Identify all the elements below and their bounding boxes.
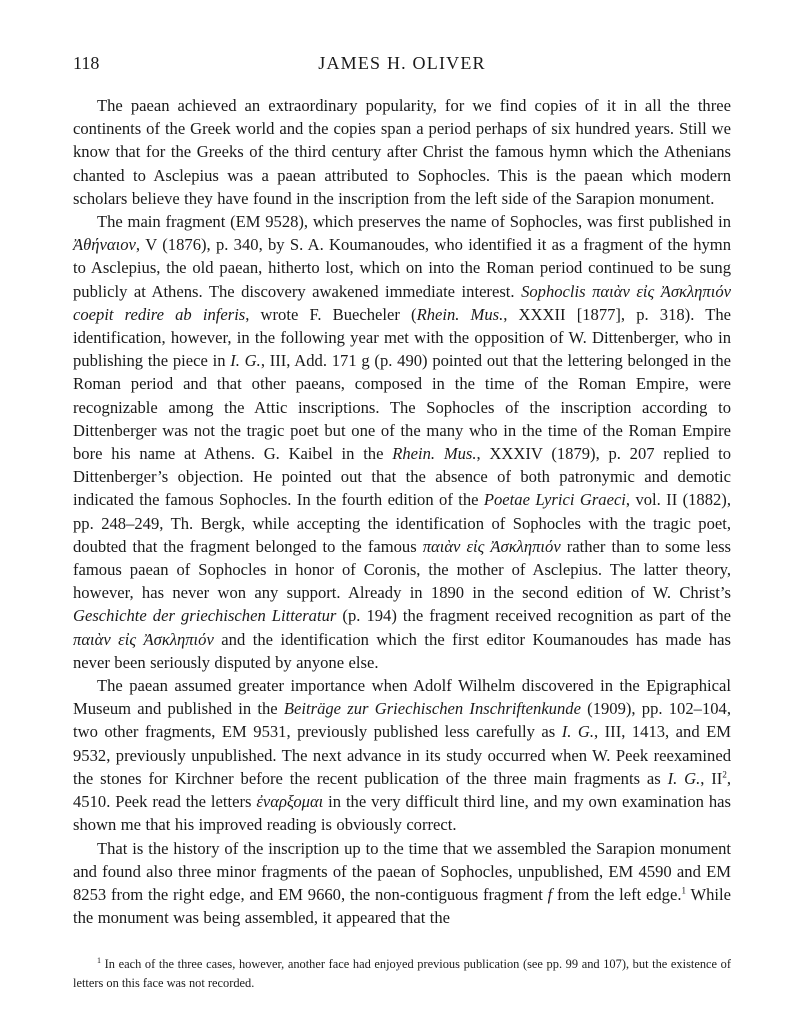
text-run: , XXXII [1877], p. 318). The identification, however, in the following year met with the opposition of W. Dittenberger, who in publishing the piece in — [73, 304, 731, 371]
paragraph — [73, 837, 731, 930]
text-run: (1909), pp. 102–104, two other fragments, EM 9531, previously published less carefully as — [73, 699, 731, 742]
italic-span: Geschichte der griechischen Litteratur — [73, 606, 337, 626]
italic-span: Rhein. Mus. — [392, 444, 477, 464]
italic-span: I. G. — [561, 722, 595, 742]
text-run: That is the history of the inscription up to the time that we assembled the Sarapion monument and found also three minor fragments of the paean of Sophocles, unpublished, EM 4590 and EM 8253 from the right edge, and EM 9660, the non-contiguous fragment — [73, 838, 731, 904]
italic-span: I. G. — [230, 351, 261, 371]
text-run: The paean achieved an extraordinary popularity, for we find copies of it in all the three continents of the Greek world and the copies span a period perhaps of six hundred years. Still we know that for the Greeks of the third century after Christ the famous hymn which the Athenians chanted to Asclepius was a paean attributed to Sophocles. This is the paean which modern scholars believe they have found in the inscription from the left side of the Sarapion monument. — [73, 96, 731, 208]
text-run: The main fragment (EM 9528), which preserves the name of Sophocles, was first published in — [97, 212, 731, 232]
italic-span: Poetae Lyrici Graeci — [483, 490, 626, 510]
footnote — [73, 955, 731, 993]
text-run: , vol. II (1882), pp. 248–249, Th. Bergk, while accepting the identification of Sophocles with the tragic poet, doubted that the fragment belonged to the famous — [73, 490, 731, 556]
text-run: , 4510. Peek read the letters — [73, 768, 731, 812]
text-run: The paean assumed greater importance when Adolf Wilhelm discovered in the Epigraphical Museum and published in the — [73, 676, 731, 719]
text-run: , wrote F. Buecheler ( — [245, 304, 417, 324]
paragraph — [73, 210, 731, 674]
page-header — [73, 50, 731, 76]
text-run: in the very difficult third line, and my own examination has shown me that his improved reading is obviously correct. — [73, 792, 731, 835]
body-text — [73, 94, 731, 929]
text-run: , III, Add. 171 g (p. 490) pointed out that the lettering belonged in the Roman period and that other paeans, composed in the time of the Roman Empire, were recognizable among the Attic inscriptions. The Sophocles of the inscription according to Dittenberger was not the tragic poet but one of the many who in the time of the Roman Empire bore his name at Athens. G. Kaibel in the — [73, 351, 731, 464]
text-run: , V (1876), p. 340, by S. A. Koumanoudes, who identified it as a fragment of the hymn to Asclepius, the old paean, hitherto lost, which on into the Roman period continued to be sung publicly at Athens. The discovery awakened immediate interest. — [73, 235, 731, 301]
text-run: , XXXIV (1879), p. 207 replied to Dittenberger’s objection. He pointed out that the absence of both patronymic and demotic indicated the famous Sophocles. In the fourth edition of the — [73, 444, 731, 510]
italic-span: παιὰν εἰς Ἀσκληπιόν — [422, 536, 561, 556]
text-run: While the monument was being assembled, it appeared that the — [73, 884, 732, 928]
footnote-ref: 1 — [681, 885, 686, 896]
italic-span: f — [547, 884, 553, 904]
text-run: , III, 1413, and EM 9532, previously unpublished. The next advance in its study occurred when W. Peek reexamined the stones for Kirchner before the recent publication of the three main fragments as — [73, 722, 731, 788]
italic-span: παιὰν εἰς Ἀσκληπιόν — [73, 629, 214, 649]
footnote-ref: 2 — [722, 769, 727, 780]
page-number: 118 — [73, 53, 100, 73]
italic-span: Ἀθήναιον — [73, 235, 136, 255]
page — [73, 50, 731, 993]
text-run: rather than to some less famous paean of Sophocles in honor of Coronis, the mother of Asclepius. The latter theory, however, has never won any support. Already in 1890 in the second edition of W. Christ’s — [73, 536, 731, 603]
italic-span: ἐναρξομαι — [256, 792, 324, 812]
text-run: and the identification which the first editor Koumanoudes has made has never been seriously disputed by anyone else. — [73, 629, 731, 672]
italic-span: Beiträge zur Griechischen Inschriftenkunde — [283, 699, 581, 719]
text-run: , II — [700, 768, 723, 788]
footnotes — [73, 955, 731, 993]
italic-span: I. G. — [667, 768, 701, 788]
paragraph — [73, 674, 731, 836]
text-run: (p. 194) the fragment received recognition as part of the — [336, 606, 732, 626]
footnote-marker: 1 — [97, 956, 101, 966]
paragraph — [73, 94, 731, 210]
running-head: JAMES H. OLIVER — [318, 53, 486, 73]
footnote-text: In each of the three cases, however, another face had enjoyed previous publication (see pp. 99 and 107), but the existence of letters on this face was not recorded. — [73, 957, 731, 991]
italic-span: Sophoclis παιὰν εἰς Ἀσκληπιόν coepit redire ab inferis — [73, 281, 731, 324]
italic-span: Rhein. Mus. — [416, 304, 504, 324]
text-run: from the left edge. — [552, 884, 682, 904]
